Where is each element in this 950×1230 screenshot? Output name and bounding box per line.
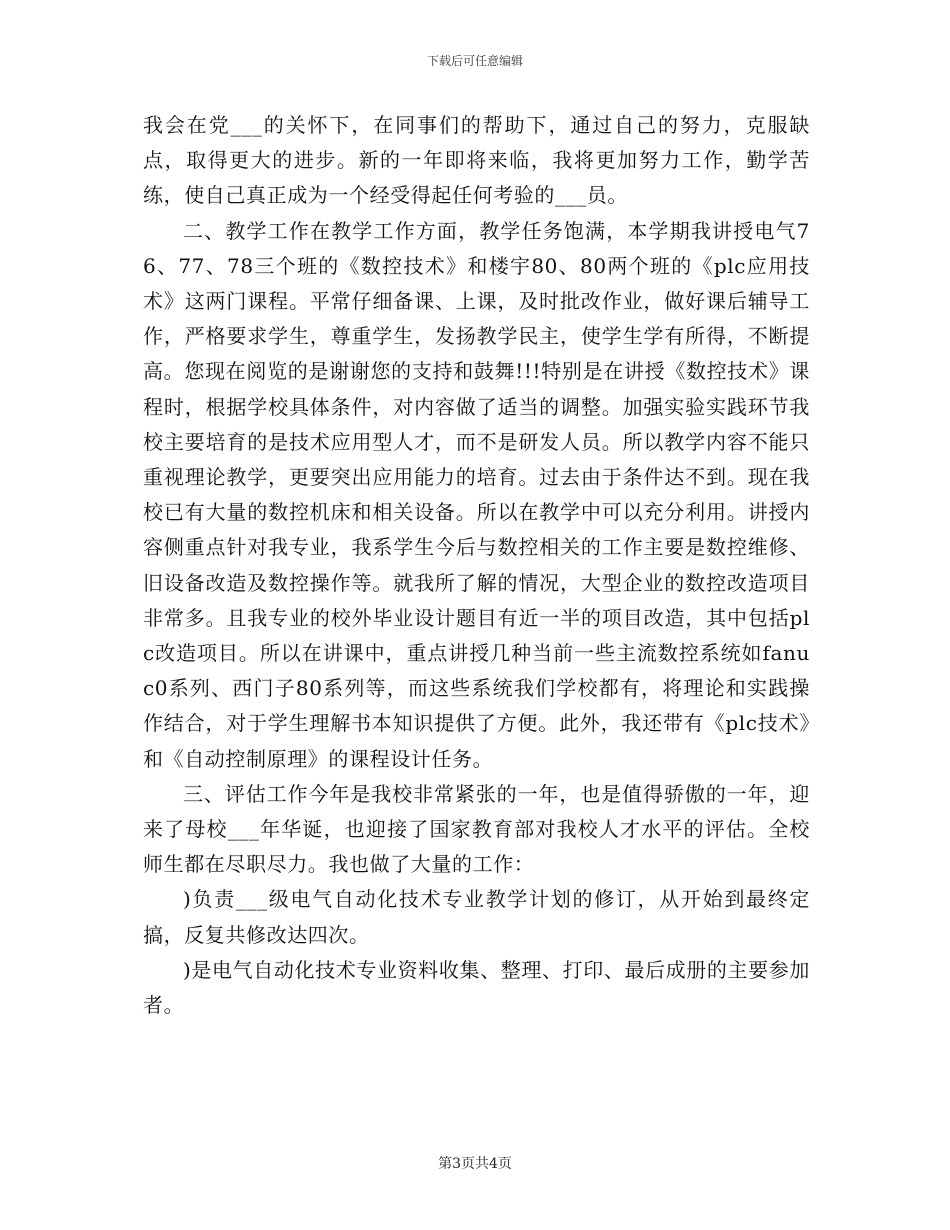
document-body [143, 108, 810, 1023]
page-footer: 第3页共4页 [438, 1156, 512, 1172]
page-header: 下载后可任意编辑 [426, 54, 523, 68]
paragraph-4: )负责___级电气自动化技术专业教学计划的修订，从开始到最终定搞，反复共修改达四次。 [143, 887, 810, 947]
paragraph-2: 二、教学工作在教学工作方面，教学任务饱满，本学期我讲授电气76、77、78三个班的《数控技术》和楼宇80、80两个班的《plc应用技术》这两门课程。平常仔细备课、上课，及时批改作业，做好课后辅导工作，严格要求学生，尊重学生，发扬教学民主，使学生学有所得，不断提高。您现在阅览的是谢谢您的支持和鼓舞!!!特别是在讲授《数控技术》课程时，根据学校具体条件，对内容做了适当的调整。加强实验实践环节我校主要培育的是技术应用型人才，而不是研发人员。所以教学内容不能只重视理论教学，更要突出应用能力的培育。过去由于条件达不到。现在我校已有大量的数控机床和相关设备。所以在教学中可以充分利用。讲授内容侧重点针对我专业，我系学生今后与数控相关的工作主要是数控维修、旧设备改造及数控操作等。就我所了解的情况，大型企业的数控改造项目非常多。且我专业的校外毕业设计题目有近一半的项目改造，其中包括plc改造项目。所以在讲课中，重点讲授几种当前一些主流数控系统如fanuc0系列、西门子80系列等，而这些系统我们学校都有，将理论和实践操作结合，对于学生理解书本知识提供了方便。此外，我还带有《plc技术》和《自动控制原理》的课程设计任务。 [143, 218, 810, 771]
paragraph-5: )是电气自动化技术专业资料收集、整理、打印、最后成册的主要参加者。 [143, 957, 810, 1018]
paragraph-1: 我会在党___的关怀下，在同事们的帮助下，通过自己的努力，克服缺点，取得更大的进步。新的一年即将来临，我将更加努力工作，勤学苦练，使自己真正成为一个经受得起任何考验的___员。 [143, 113, 810, 208]
paragraph-3: 三、评估工作今年是我校非常紧张的一年，也是值得骄傲的一年，迎来了母校___年华诞，也迎接了国家教育部对我校人才水平的评估。全校师生都在尽职尽力。我也做了大量的工作： [143, 781, 810, 877]
